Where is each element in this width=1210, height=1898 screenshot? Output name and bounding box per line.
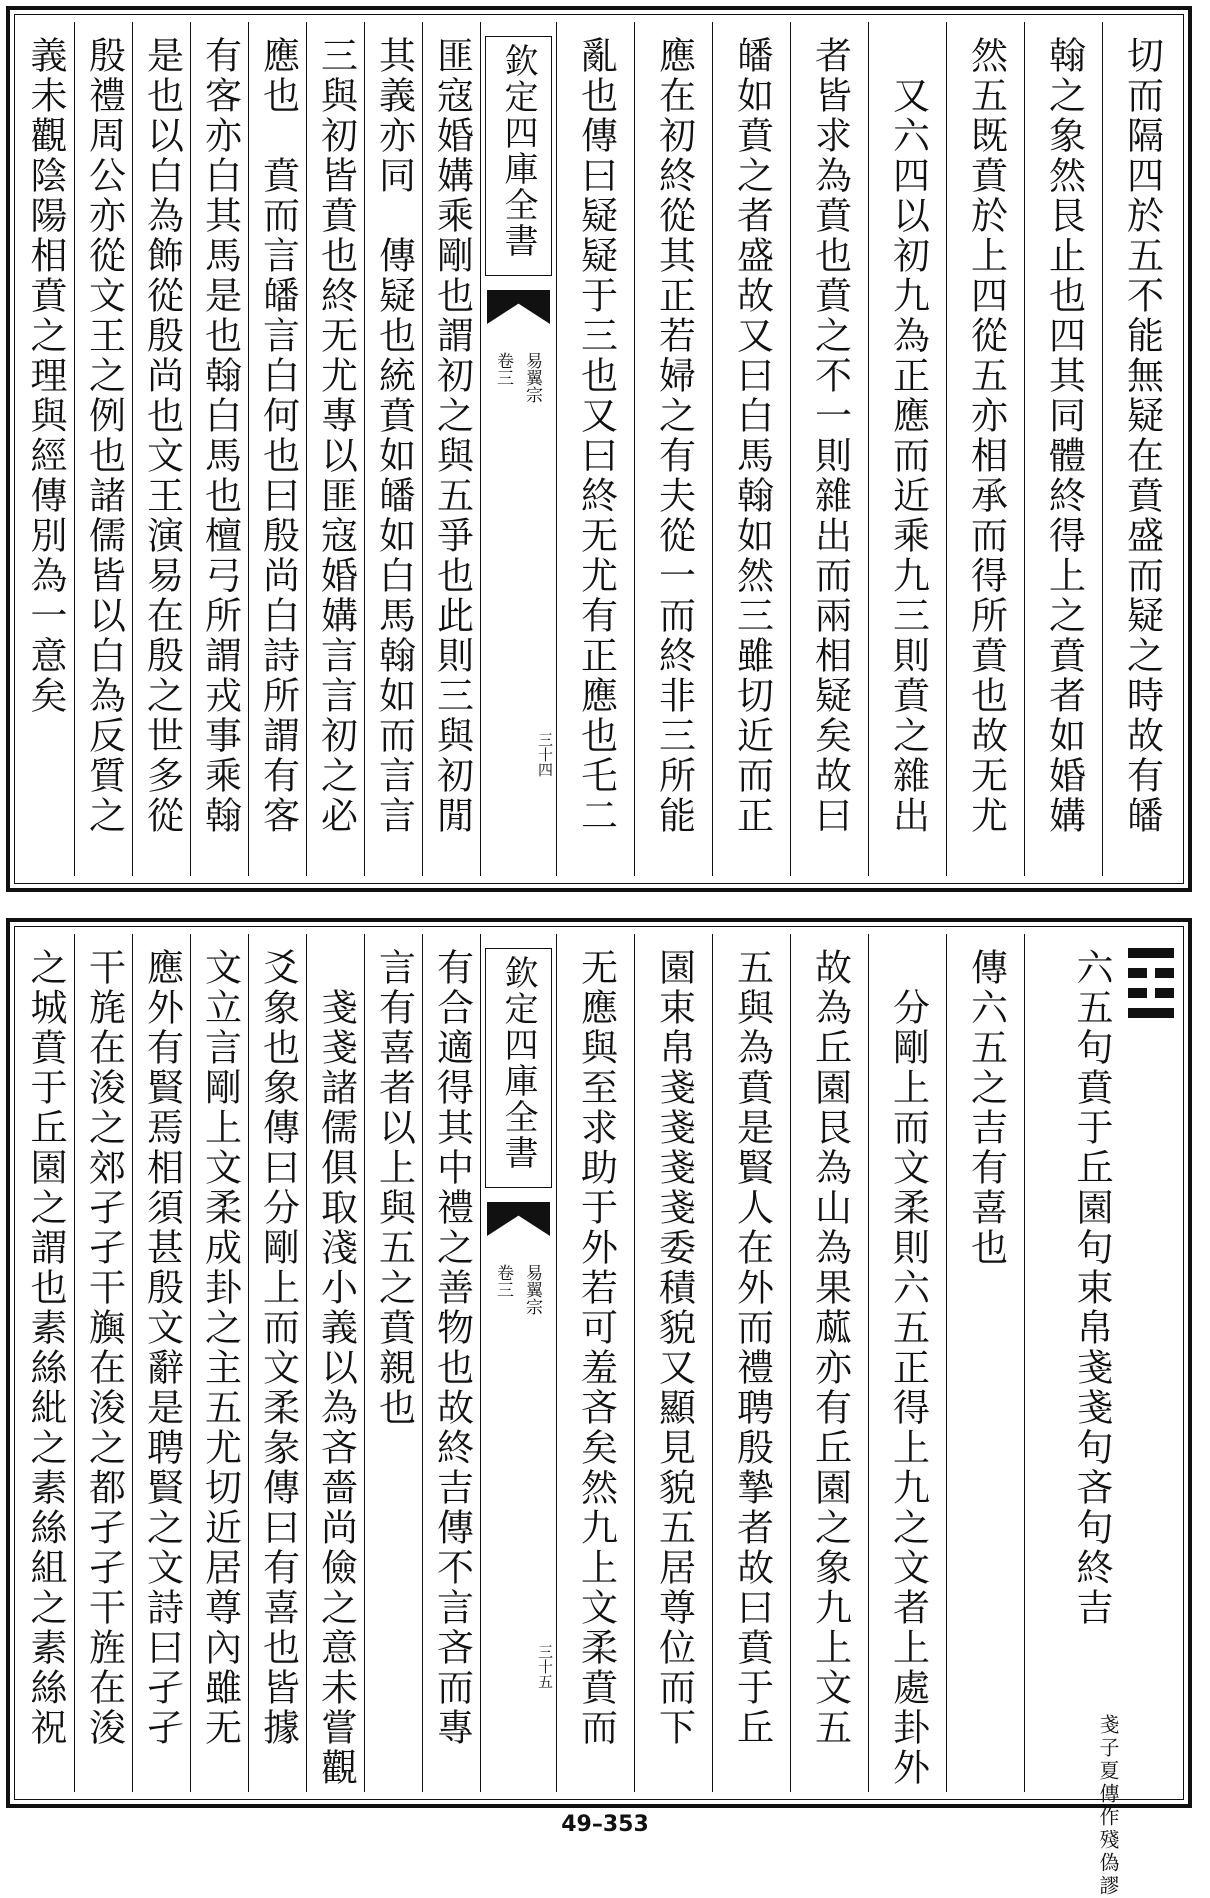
text-column: 有客亦白其馬是也翰白馬也檀弓所謂戎事乘翰	[190, 22, 248, 876]
text-column: 三與初皆賁也終无尤專以匪寇婚媾言言初之必	[306, 22, 364, 876]
page-number: 三十五	[536, 1644, 554, 1689]
hexagram-column	[1024, 934, 1182, 1898]
book-name: 易翼宗	[522, 352, 542, 403]
text-column: 文立言剛上文柔成卦之主五尤切近居尊內雖无	[190, 934, 248, 1792]
text-column: 翰之象然艮止也四其同體終得上之賁者如婚媾	[1024, 22, 1102, 876]
text-column: 切而隔四於五不能無疑在賁盛而疑之時故有皤	[1102, 22, 1180, 876]
top-page	[6, 6, 1192, 892]
text-column: 分剛上而文柔則六五正得上九之文者上處卦外	[868, 934, 946, 1792]
text-column: 故為丘園艮為山為果蓏亦有丘園之象九上文五	[790, 934, 868, 1792]
text-column: 爻象也象傳曰分剛上而文柔彖傳曰有喜也皆據	[248, 934, 306, 1792]
text-column: 然五既賁於上四從五亦相承而得所賁也故无尤	[946, 22, 1024, 876]
page-footer: 49–353	[561, 1812, 649, 1837]
center-block	[480, 934, 556, 1792]
text-column: 无應與至求助于外若可羞吝矣然九上文柔賁而	[556, 934, 634, 1792]
hexagram-line: 六五句賁于丘園句束帛戔戔句吝句終吉	[1070, 948, 1113, 1628]
text-column: 言有喜者以上與五之賁親也	[364, 934, 422, 1792]
text-column: 有合適得其中禮之善物也故終吉傳不言吝而專	[422, 934, 480, 1792]
fish-tail-mark	[487, 290, 550, 324]
volume-label: 卷三	[493, 352, 513, 386]
text-column: 應外有賢焉相須甚殷文辭是聘賢之文詩曰孑孑	[132, 934, 190, 1792]
text-column: 者皆求為賁也賁之不一則雜出而兩相疑矣故曰	[790, 22, 868, 876]
page-number: 三十四	[536, 732, 554, 777]
text-column: 匪寇婚媾乘剛也謂初之與五爭也此則三與初閒	[422, 22, 480, 876]
fish-tail-mark	[487, 1202, 550, 1236]
text-column: 傳六五之吉有喜也	[946, 934, 1024, 1792]
text-column: 皤如賁之者盛故又曰白馬翰如然三雖切近而正	[712, 22, 790, 876]
text-column: 殷禮周公亦從文王之例也諸儒皆以白為反質之	[74, 22, 132, 876]
text-column: 義未觀陰陽相賁之理與經傳別為一意矣	[24, 36, 67, 716]
text-column: 之城賁于丘園之謂也素絲紕之素絲組之素絲祝	[24, 948, 67, 1748]
text-column: 園束帛戔戔戔戔委積貌又顯見貌五居尊位而下	[634, 934, 712, 1792]
book-title: 欽定四庫全書	[485, 36, 552, 276]
text-column: 五與為賁是賢人在外而禮聘殷摯者故曰賁于丘	[712, 934, 790, 1792]
volume-label: 卷三	[493, 1264, 513, 1298]
text-column: 又六四以初九為正應而近乘九三則賁之雜出	[868, 22, 946, 876]
text-column: 是也以白為飾從殷尚也文王演易在殷之世多從	[132, 22, 190, 876]
text-column: 其義亦同 傳疑也統賁如皤如白馬翰如而言言	[364, 22, 422, 876]
small-note: 戔子夏傳作殘偽謬	[1096, 1714, 1120, 1898]
text-column: 戔戔諸儒俱取淺小義以為吝嗇尚儉之意未嘗觀	[306, 934, 364, 1792]
center-block	[480, 22, 556, 876]
hexagram-symbol-icon	[1128, 948, 1174, 1028]
book-name: 易翼宗	[522, 1264, 542, 1315]
text-column: 干旄在浚之郊孑孑干旟在浚之都孑孑干旌在浚	[74, 934, 132, 1792]
text-column: 應在初終從其正若婦之有夫從一而終非三所能	[634, 22, 712, 876]
text-column: 亂也傳曰疑疑于三也又曰終无尤有正應也乇二	[556, 22, 634, 876]
book-title: 欽定四庫全書	[485, 948, 552, 1188]
text-column: 應也 賁而言皤言白何也曰殷尚白詩所謂有客	[248, 22, 306, 876]
